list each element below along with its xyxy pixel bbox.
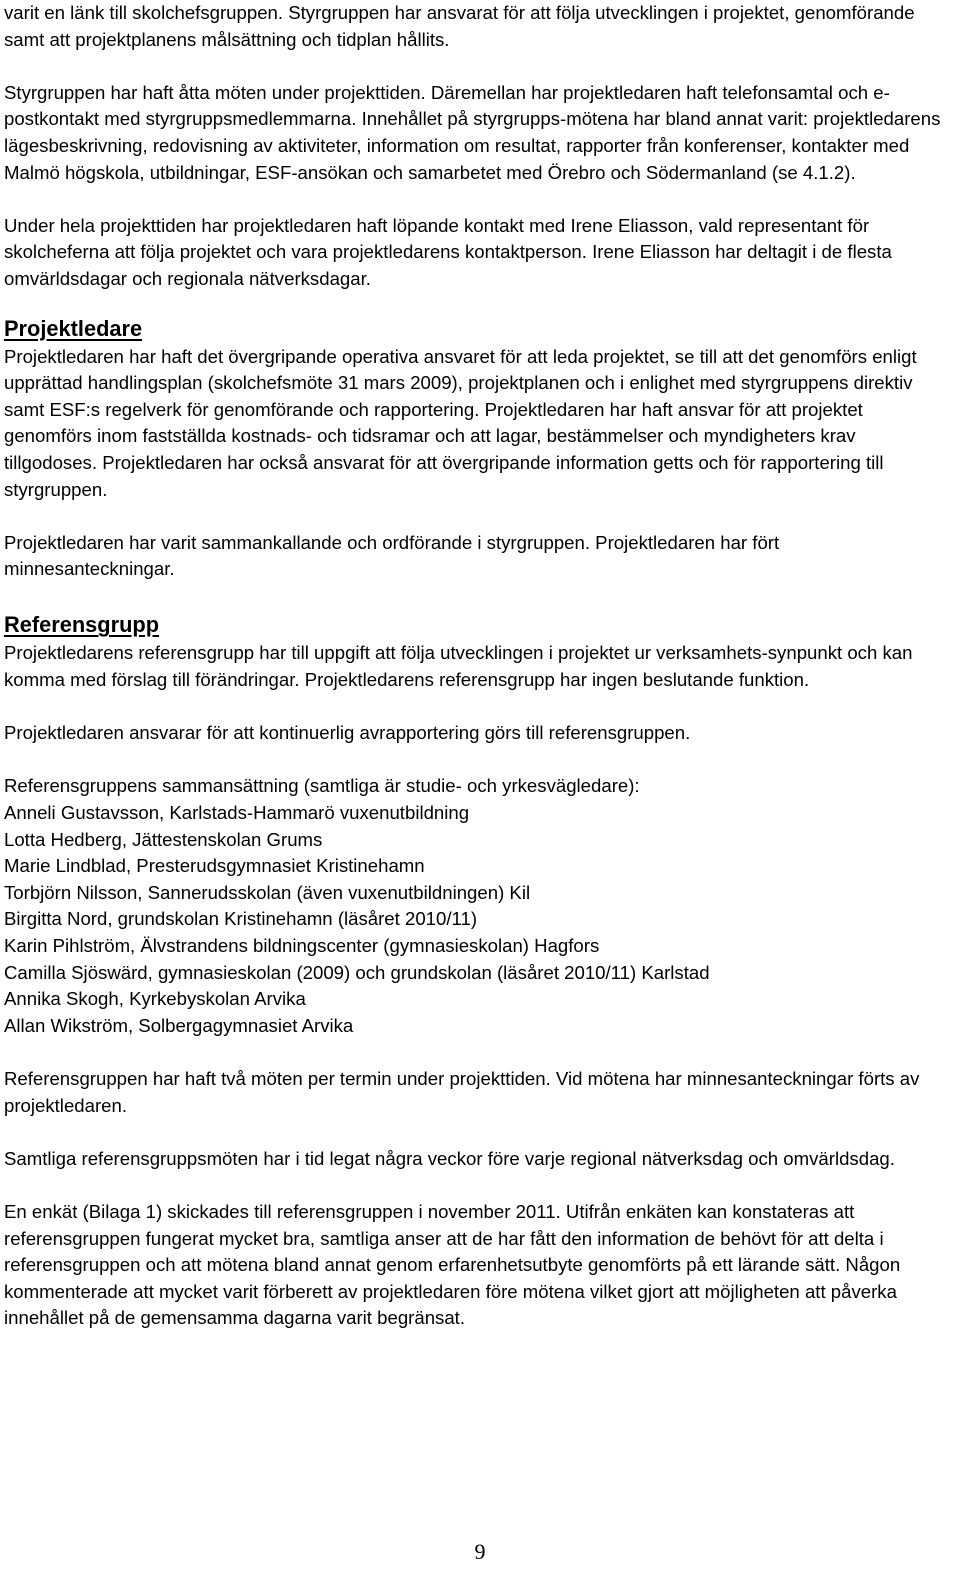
referensgrupp-paragraph-2: Projektledaren ansvarar för att kontinuerlig avrapportering görs till referensgruppen.: [4, 722, 691, 744]
paragraph-spacer: [4, 1172, 944, 1199]
list-item: Torbjörn Nilsson, Sannerudsskolan (även vuxenutbildningen) Kil: [4, 881, 531, 903]
document-body: [4, 0, 944, 1332]
paragraph-spacer: [4, 694, 944, 721]
intro-paragraph-3: Under hela projekttiden har projektledaren haft löpande kontakt med Irene Eliasson, vald representant för skolcheferna att följa projektet och vara projektledarens kontaktperson. Irene Eliasson har deltagit i de flesta omvärldsdagar och regionala nätverksdagar.: [4, 214, 892, 289]
list-item: Camilla Sjöswärd, gymnasieskolan (2009) och grundskolan (läsåret 2010/11) Karlstad: [4, 961, 710, 983]
projektledare-paragraph-1: Projektledaren har haft det övergripande operativa ansvaret för att leda projektet, se till att det genomförs enligt upprättad handlingsplan (skolchefsmöte 31 mars 2009), projektplanen och i enlighet med styrgruppens direktiv samt ESF:s regelverk för genomförande och rapportering. Projektledaren har haft ansvar för att projektet genomförs inom fastställda kostnads- och tidsramar och att lagar, bestämmelser och myndigheters krav tillgodoses. Projektledaren har också ansvarat för att övergripande information getts och för rapportering till styrgruppen.: [4, 345, 917, 500]
list-item: Marie Lindblad, Presterudsgymnasiet Kristinehamn: [4, 855, 425, 877]
referensgrupp-paragraph-1: Projektledarens referensgrupp har till uppgift att följa utvecklingen i projektet ur verksamhets-synpunkt och kan komma med förslag till förändringar. Projektledarens referensgrupp har ingen beslutande funktion.: [4, 642, 913, 691]
referensgrupp-paragraph-4: Samtliga referensgruppsmöten har i tid legat några veckor före varje regional nätverksdag och omvärldsdag.: [4, 1147, 895, 1169]
section-heading-referensgrupp: Referensgrupp: [4, 612, 160, 638]
list-item: Annika Skogh, Kyrkebyskolan Arvika: [4, 988, 306, 1010]
intro-paragraph-2: Styrgruppen har haft åtta möten under projekttiden. Däremellan har projektledaren haft telefonsamtal och e-postkontakt med styrgruppsmedlemmarna. Innehållet på styrgrupps-mötena har bland annat varit: projektledarens lägesbeskrivning, redovisning av aktiviteter, information om resultat, rapporter från konferenser, kontakter med Malmö högskola, utbildningar, ESF-ansökan och samarbetet med Örebro och Södermanland (se 4.1.2).: [4, 81, 941, 183]
page-number: 9: [474, 1539, 486, 1564]
list-item: Lotta Hedberg, Jättestenskolan Grums: [4, 828, 323, 850]
list-item: Allan Wikström, Solbergagymnasiet Arvika: [4, 1014, 354, 1036]
member-list: [4, 800, 944, 1039]
section-spacer: [4, 583, 944, 610]
referensgrupp-paragraph-5: En enkät (Bilaga 1) skickades till referensgruppen i november 2011. Utifrån enkäten kan konstateras att referensgruppen fungerat mycket bra, samtliga anser att de har fått den information de behövt för att delta i referensgruppen och att mötena bland annat genom erfarenhetsutbyte genomförts på ett lärande sätt. Någon kommenterade att mycket varit förberett av projektledaren före mötena vilket gjort att möjligheten att påverka innehållet på de gemensamma dagarna varit begränsat.: [4, 1200, 901, 1329]
paragraph-spacer: [4, 1039, 944, 1066]
paragraph-spacer: [4, 186, 944, 213]
paragraph-spacer: [4, 1119, 944, 1146]
section-spacer: [4, 293, 944, 313]
intro-paragraph-1: varit en länk till skolchefsgruppen. Styrgruppen har ansvarat för att följa utvecklingen i projektet, genomförande samt att projektplanens målsättning och tidplan hållits.: [4, 2, 915, 50]
projektledare-paragraph-2: Projektledaren har varit sammankallande och ordförande i styrgruppen. Projektledaren har fört minnesanteckningar.: [4, 531, 780, 580]
paragraph-spacer: [4, 503, 944, 530]
paragraph-spacer: [4, 53, 944, 80]
section-heading-projektledare: Projektledare: [4, 315, 143, 341]
list-item: Birgitta Nord, grundskolan Kristinehamn (läsåret 2010/11): [4, 908, 478, 930]
referensgrupp-paragraph-3: Referensgruppen har haft två möten per termin under projekttiden. Vid mötena har minnesanteckningar förts av projektledaren.: [4, 1067, 920, 1116]
list-item: Karin Pihlström, Älvstrandens bildningscenter (gymnasieskolan) Hagfors: [4, 935, 600, 956]
list-item: Anneli Gustavsson, Karlstads-Hammarö vuxenutbildning: [4, 802, 470, 824]
paragraph-spacer: [4, 747, 944, 774]
members-intro: Referensgruppens sammansättning (samtliga är studie- och yrkesvägledare):: [4, 775, 640, 797]
